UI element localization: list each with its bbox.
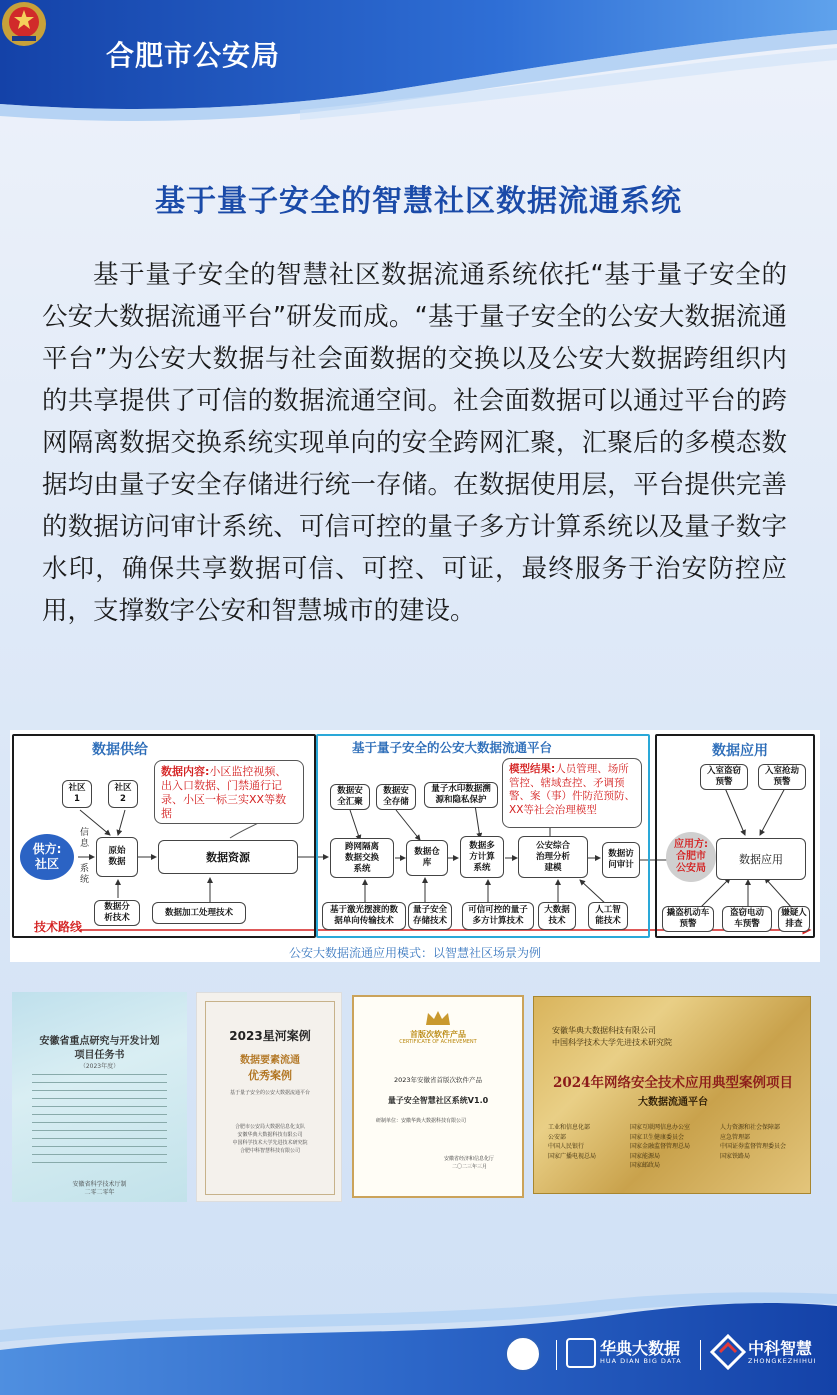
cert2-unit: 安徽华典大数据科技有限公司 bbox=[237, 1132, 303, 1138]
data-content-text: 小区监控视频、出入口数据、门禁通行记录、小区一标三实XX等数据 bbox=[161, 765, 287, 820]
cert4-company1: 安徽华典大数据科技有限公司 bbox=[552, 1026, 656, 1035]
user-label: 应用方: bbox=[674, 839, 708, 850]
supplier-circle bbox=[20, 834, 74, 880]
mpc-tech-box: 可信可控的量子 多方计算技术 bbox=[462, 902, 534, 930]
processing-tech-box: 数据加工处理技术 bbox=[152, 902, 246, 924]
cert3-date: 二〇二三年三月 bbox=[452, 1164, 488, 1170]
cert4-org: 国家卫生健康委员会 bbox=[630, 1133, 685, 1141]
cert4-org: 国家互联网信息办公室 bbox=[630, 1124, 691, 1131]
cert4-title: 2024年网络安全技术应用典型案例项目 bbox=[552, 1075, 794, 1091]
data-content-box bbox=[154, 760, 304, 824]
secure-storage-box: 数据安 全存储 bbox=[376, 784, 416, 810]
zhongke-logo-name: 中科智慧 bbox=[748, 1339, 813, 1358]
supply-panel-title: 数据供给 bbox=[92, 742, 148, 758]
cert4-org: 应急管理部 bbox=[720, 1133, 751, 1141]
cert4-org: 人力资源和社会保障部 bbox=[720, 1124, 781, 1131]
burglary-warning-box: 入室盗窃 预警 bbox=[700, 764, 748, 790]
cert1-form-lines bbox=[32, 1074, 167, 1170]
cert4-org: 国家铁路局 bbox=[720, 1152, 751, 1160]
cross-network-box: 跨网隔离 数据交换 系统 bbox=[330, 838, 394, 878]
footer-divider bbox=[556, 1340, 557, 1370]
cert4-subtitle: 大数据流通平台 bbox=[638, 1097, 708, 1108]
ebike-theft-box: 盗窃电动 车预警 bbox=[722, 906, 772, 932]
huadian-logo-sub: HUA DIAN BIG DATA bbox=[600, 1357, 682, 1365]
certificate-task-book bbox=[12, 992, 187, 1202]
system-label: 系 统 bbox=[80, 864, 90, 885]
watermark-box: 量子水印数据溯 源和隐私保护 bbox=[424, 782, 498, 808]
audit-box: 数据访 问审计 bbox=[602, 842, 640, 878]
cert3-badge: 首版次软件产品 bbox=[410, 1030, 466, 1039]
data-resource-box: 数据资源 bbox=[158, 840, 298, 874]
laser-tech-box: 基于激光摆渡的数 据单向传输技术 bbox=[322, 902, 406, 930]
cert1-title-line2: 项目任务书 bbox=[74, 1050, 125, 1061]
zhongke-logo-sub: ZHONGKEZHIHUI bbox=[748, 1357, 817, 1365]
platform-panel-title: 基于量子安全的公安大数据流通平台 bbox=[352, 740, 553, 755]
data-content-label: 数据内容: bbox=[161, 765, 210, 778]
certificate-first-edition-software bbox=[352, 995, 524, 1198]
cert2-unit: 中国科学技术大学先进技术研究院 bbox=[232, 1140, 308, 1146]
storage-tech-box: 量子安全 存储技术 bbox=[408, 902, 452, 930]
cert4-org: 工业和信息化部 bbox=[548, 1124, 591, 1131]
police-emblem-icon bbox=[0, 0, 48, 48]
data-application-box: 数据应用 bbox=[716, 838, 806, 880]
crown-icon bbox=[424, 1009, 452, 1027]
cert3-line1: 2023年安徽省首版次软件产品 bbox=[393, 1076, 483, 1084]
huadian-logo-name: 华典大数据 bbox=[600, 1339, 681, 1358]
model-result-label: 模型结果: bbox=[509, 763, 556, 775]
community-1-box: 社区 1 bbox=[62, 780, 92, 808]
application-panel-title: 数据应用 bbox=[712, 743, 768, 759]
community-2-box: 社区 2 bbox=[108, 780, 138, 808]
certificate-star-case bbox=[196, 992, 342, 1202]
huadian-logo-icon bbox=[566, 1338, 596, 1368]
governance-box: 公安综合 治理分析 建模 bbox=[518, 836, 588, 878]
cert4-org: 中国证券监督管理委员会 bbox=[720, 1143, 787, 1150]
cert2-unit: 合肥中科智慧科技有限公司 bbox=[239, 1148, 300, 1154]
user-value: 合肥市 公安局 bbox=[676, 851, 706, 874]
cert2-project: 基于量子安全的公安大数据流通平台 bbox=[229, 1090, 310, 1096]
cert1-title-line1: 安徽省重点研究与开发计划 bbox=[39, 1036, 160, 1047]
zhongke-logo-icon bbox=[710, 1334, 746, 1370]
diagram-caption: 公安大数据流通应用模式：以智慧社区场景为例 bbox=[288, 946, 541, 960]
analysis-tech-box: 数据分 析技术 bbox=[94, 900, 140, 926]
intro-paragraph: 基于量子安全的智慧社区数据流通系统依托“基于量子安全的公安大数据流通平台”研发而成。“基于量子安全的公安大数据流通平台”为公安大数据与社会面数据的交换以及公安大数据跨组织内的共享提供了可信的数据流通空间。社会面数据可以通过平台的跨网隔离数据交换系统实现单向的安全跨网汇聚，汇聚后的多模态数据均由量子安全存储进行统一存储。在数据使用层，平台提供完善的数据访问审计系统、可信可控的量子多方计算系统以及量子数字水印，确保共享数据可信、可控、可证，最终服务于治安防控应用，支撑数字公安和智慧城市的建设。 bbox=[42, 260, 787, 626]
cert3-product: 量子安全智慧社区系统V1.0 bbox=[387, 1096, 489, 1105]
cert4-col-mid bbox=[630, 1123, 690, 1171]
supplier-label: 供方: bbox=[32, 842, 62, 856]
cert1-footer1: 安徽省科学技术厅制 bbox=[72, 1181, 127, 1188]
tech-route-label: 技术路线 bbox=[34, 920, 83, 934]
cert3-issuer: 安徽省经济和信息化厅 bbox=[444, 1156, 495, 1162]
flow-diagram bbox=[10, 730, 820, 962]
raw-data-box: 原始 数据 bbox=[96, 837, 138, 877]
model-result-box bbox=[502, 758, 642, 828]
motor-theft-box: 撬盗机动车 预警 bbox=[662, 906, 714, 932]
cert4-org: 中国人民银行 bbox=[548, 1143, 585, 1150]
suspect-check-box: 嫌疑人 排查 bbox=[778, 906, 810, 932]
cert2-unit: 合肥市公安局大数据信息化支队 bbox=[234, 1124, 305, 1130]
header-banner bbox=[0, 0, 837, 130]
cert2-title: 2023星河案例 bbox=[229, 1029, 311, 1043]
org-name: 合肥市公安局 bbox=[106, 39, 281, 72]
model-result-text: 人员管理、场所管控、辖域查控、矛调预警、案（事）件防范预防、XX等社会治理模型 bbox=[509, 763, 635, 816]
page-title: 基于量子安全的智慧社区数据流通系统 bbox=[155, 184, 682, 219]
user-circle bbox=[666, 832, 716, 882]
university-badge-icon bbox=[505, 1336, 541, 1372]
cert1-year: （2023年度） bbox=[79, 1063, 120, 1070]
cert4-org: 国家能源局 bbox=[630, 1152, 661, 1160]
plaque-typical-case bbox=[533, 996, 811, 1194]
supplier-value: 社区 bbox=[34, 857, 59, 871]
cert4-org: 国家邮政局 bbox=[630, 1162, 661, 1169]
cert3-badge-en: CERTIFICATE OF ACHIEVEMENT bbox=[399, 1039, 477, 1045]
cert2-subtitle1: 数据要素流通 bbox=[240, 1055, 300, 1066]
secure-gather-box: 数据安 全汇聚 bbox=[330, 784, 370, 810]
ai-tech-box: 人工智 能技术 bbox=[588, 902, 628, 930]
robbery-warning-box: 入室抢劫 预警 bbox=[758, 764, 806, 790]
cert3-unit: 研制单位：安徽华典大数据科技有限公司 bbox=[376, 1118, 467, 1124]
cert1-footer2: 二零二零年 bbox=[84, 1189, 115, 1196]
warehouse-box: 数据仓 库 bbox=[406, 840, 448, 876]
cert4-org: 国家金融监督管理总局 bbox=[630, 1143, 691, 1150]
mpc-system-box: 数据多 方计算 系统 bbox=[460, 836, 504, 878]
cert4-col-left bbox=[548, 1123, 596, 1161]
cert4-company2: 中国科学技术大学先进技术研究院 bbox=[552, 1038, 672, 1047]
cert4-col-right bbox=[720, 1123, 786, 1161]
cert4-org: 公安部 bbox=[548, 1133, 567, 1141]
cert4-org: 国家广播电视总局 bbox=[548, 1152, 597, 1160]
bigdata-tech-box: 大数据 技术 bbox=[538, 902, 576, 930]
cert2-subtitle2: 优秀案例 bbox=[248, 1069, 292, 1082]
info-label: 信 息 bbox=[80, 828, 90, 849]
footer-divider bbox=[700, 1340, 701, 1370]
